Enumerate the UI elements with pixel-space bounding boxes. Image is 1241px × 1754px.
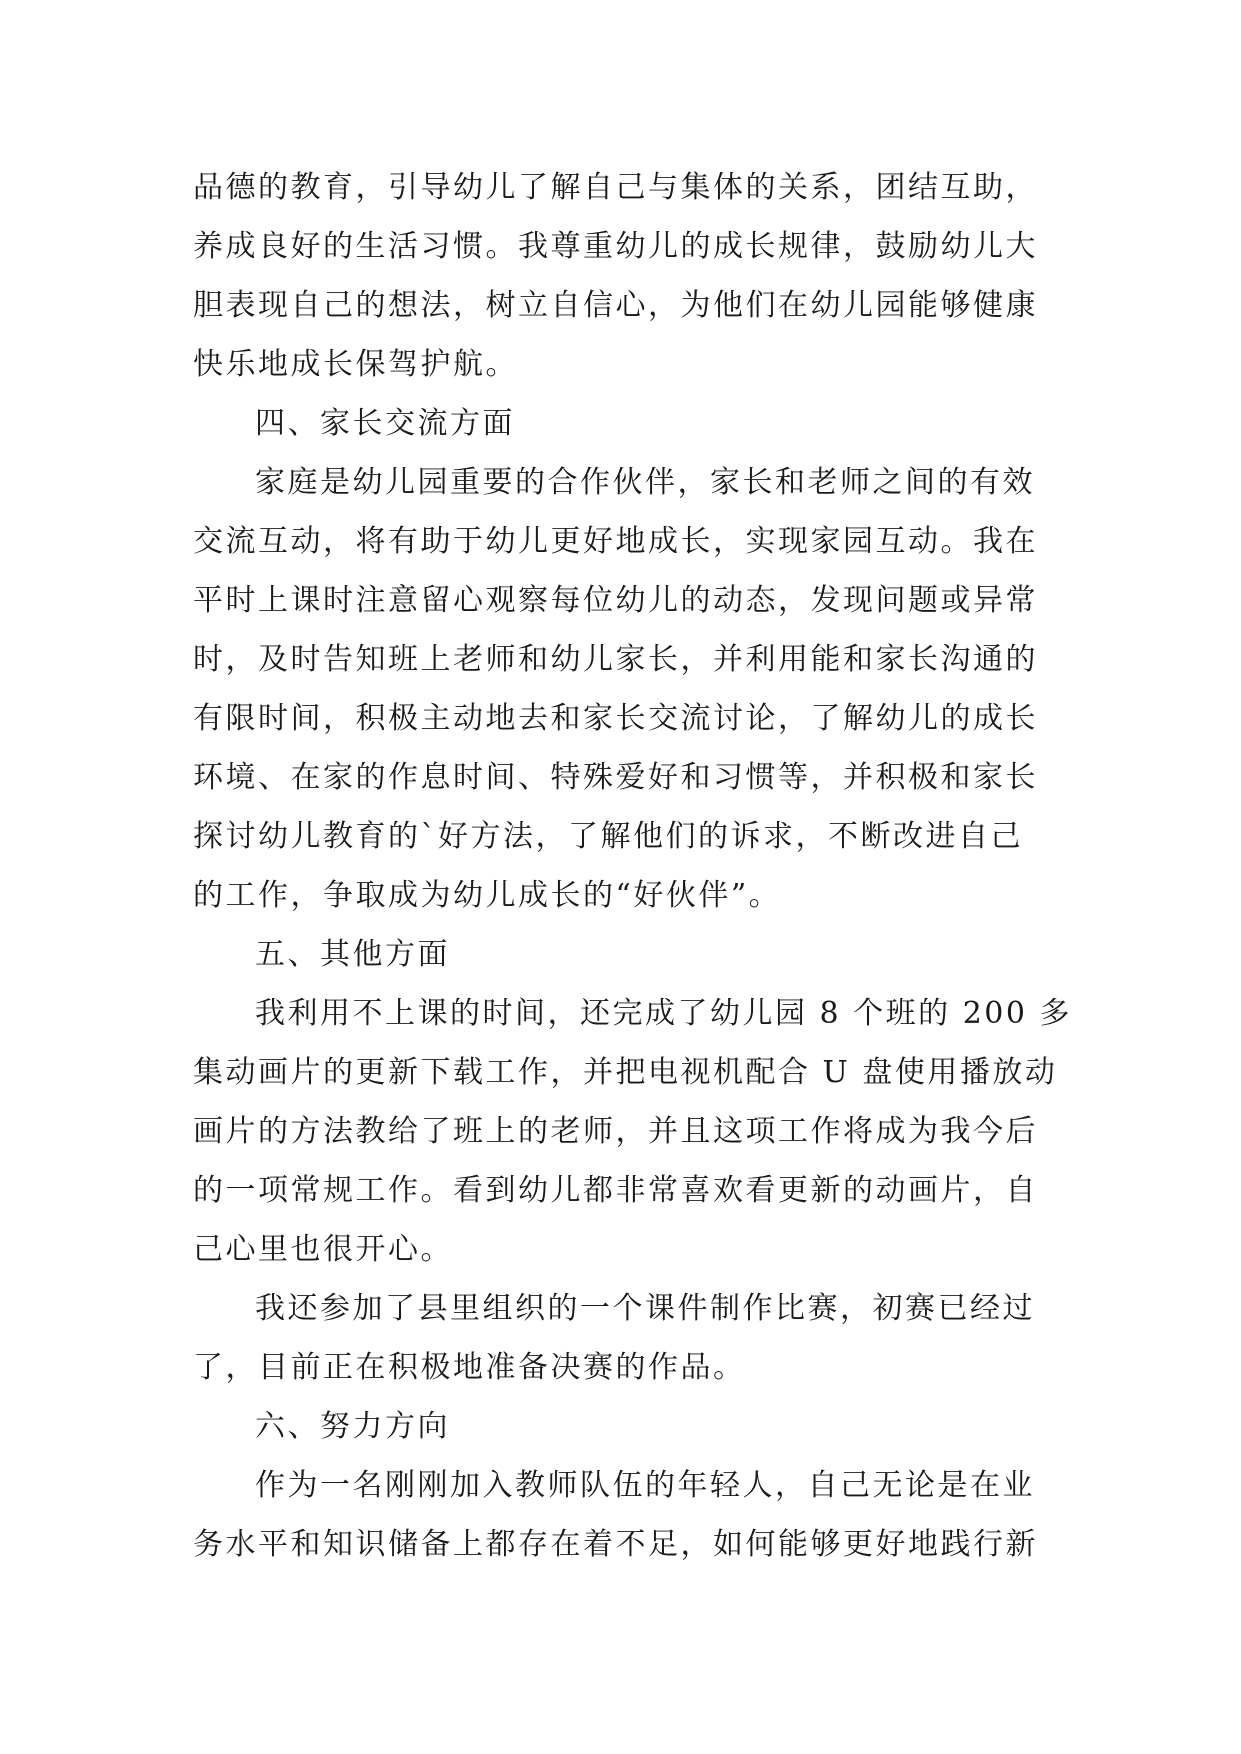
text-line: 时，及时告知班上老师和幼儿家长，并利用能和家长沟通的 bbox=[193, 642, 1038, 677]
text-line: 养成良好的生活习惯。我尊重幼儿的成长规律，鼓励幼儿大 bbox=[193, 229, 1038, 264]
text-line: 作为一名刚刚加入教师队伍的年轻人，自己无论是在业 bbox=[255, 1468, 1035, 1503]
text-line: 我利用不上课的时间，还完成了幼儿园 8 个班的 200 多 bbox=[255, 996, 1072, 1031]
text-line: 务水平和知识储备上都存在着不足，如何能够更好地践行新 bbox=[193, 1527, 1038, 1562]
document-body bbox=[193, 158, 1072, 1574]
text-line: 有限时间，积极主动地去和家长交流讨论，了解幼儿的成长 bbox=[193, 701, 1038, 736]
section-heading: 四、家长交流方面 bbox=[255, 406, 515, 441]
text-line: 快乐地成长保驾护航。 bbox=[193, 347, 518, 382]
text-line: 集动画片的更新下载工作，并把电视机配合 U 盘使用播放动 bbox=[193, 1055, 1058, 1090]
text-line: 的一项常规工作。看到幼儿都非常喜欢看更新的动画片，自 bbox=[193, 1173, 1038, 1208]
text-line: 的工作，争取成为幼儿成长的“好伙伴”。 bbox=[193, 878, 782, 913]
text-line: 环境、在家的作息时间、特殊爱好和习惯等，并积极和家长 bbox=[193, 760, 1038, 795]
text-line: 我还参加了县里组织的一个课件制作比赛，初赛已经过 bbox=[255, 1291, 1035, 1326]
section-heading: 六、努力方向 bbox=[255, 1409, 450, 1444]
text-line: 交流互动，将有助于幼儿更好地成长，实现家园互动。我在 bbox=[193, 524, 1038, 559]
text-line: 家庭是幼儿园重要的合作伙伴，家长和老师之间的有效 bbox=[255, 465, 1035, 500]
text-line: 品德的教育，引导幼儿了解自己与集体的关系，团结互助， bbox=[193, 170, 1038, 205]
text-line: 平时上课时注意留心观察每位幼儿的动态，发现问题或异常 bbox=[193, 583, 1038, 618]
text-line: 探讨幼儿教育的`好方法，了解他们的诉求，不断改进自己 bbox=[193, 819, 1023, 854]
text-line: 胆表现自己的想法，树立自信心，为他们在幼儿园能够健康 bbox=[193, 288, 1038, 323]
section-heading: 五、其他方面 bbox=[255, 937, 450, 972]
text-line: 己心里也很开心。 bbox=[193, 1232, 453, 1267]
text-line: 画片的方法教给了班上的老师，并且这项工作将成为我今后 bbox=[193, 1114, 1038, 1149]
text-line: 了，目前正在积极地准备决赛的作品。 bbox=[193, 1350, 746, 1385]
